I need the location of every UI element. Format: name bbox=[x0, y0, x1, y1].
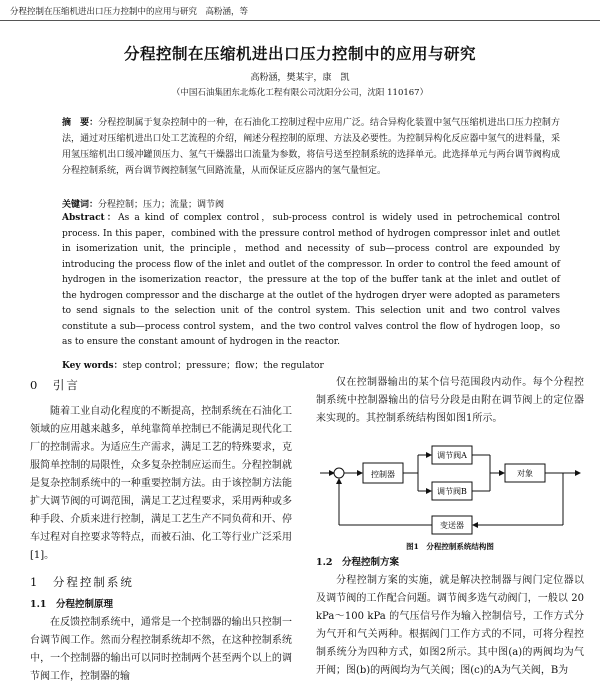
abstract-cn bbox=[62, 115, 560, 179]
abstract-cn-label: 摘 要： bbox=[62, 118, 99, 128]
valve-b-label: 调节阀B bbox=[437, 487, 467, 496]
right-column-bottom bbox=[316, 554, 584, 680]
keywords-en-label: Key words： bbox=[62, 361, 123, 371]
figure-1-caption: 图1 分程控制系统结构图 bbox=[406, 542, 494, 551]
keywords-cn-label: 关键词： bbox=[62, 200, 99, 210]
paper-title: 分程控制在压缩机进出口压力控制中的应用与研究 bbox=[123, 44, 476, 63]
keywords-en bbox=[62, 358, 560, 371]
left-column bbox=[30, 376, 292, 686]
abstract-cn-text: 分程控制属于复杂控制中的一种，在石油化工控制过程中应用广泛。结合异构化装置中氢气压缩机进出口压力控制方法，通过对压缩机进出口处工艺流程的介绍，阐述分程控制的原理、方法及必要性。为控制异构化反应器中氢气的进料量，采用氢压缩机出口缓冲罐顶压力、氢气干燥器出口流量为参数，将信号送至控制系统的选择单元。此选择单元与两台调节阀构成分程控制系统，两台调节阀控制氢气回路流量，从而保证反应器内的氢气量恒定。 bbox=[62, 118, 560, 176]
intro-paragraph: 随着工业自动化程度的不断提高，控制系统在石油化工领域的应用越来越多，单纯靠简单控制已不能满足现代化工厂的控制需求。为适应生产需求，满足工艺的特殊要求，克服简单控制的局限性，众多复杂控制应运而生。分程控制就是复杂控制系统中的一种重要控制方法。由于该控制方法能扩大调节阀的可调范围，满足工艺过程要求，采用两种或多种手段、介质来进行控制，满足工艺生产不同负荷和开、停车过程对自控要求等特点，而被石油、化工等行业广泛采用[1]。 bbox=[30, 406, 292, 561]
affiliation: （中国石油集团东北炼化工程有限公司沈阳分公司，沈阳 110167） bbox=[171, 88, 429, 98]
running-header bbox=[0, 0, 600, 21]
abstract-en bbox=[62, 211, 560, 351]
subsection-1-1-heading: 1.1 分程控制原理 bbox=[30, 599, 114, 610]
running-header-text: 分程控制在压缩机进出口压力控制中的应用与研究 高粉涵，等 bbox=[10, 7, 249, 17]
abstract-en-text: As a kind of complex control，sub-process control is widely used in petrochemical control process. In this paper，combined with the pressure control method of hydrogen compressor inlet and outlet in isomerization unit, the principle，method and necessity of sub—process control are expounded by introducing the process flow of the inlet and outlet of the compressor. In order to control the feed amount of hydrogen in the isomerization reactor，the pressure at the top of the buffer tank at the inlet and outlet of the hydrogen compressor and the discharge at the outlet of the hydrogen dryer were adopted as parameters to send signals to the selection unit of the control system. This selection unit and two control valves constitute a sub—process control system，and the two control valves control the flow of hydrogen loop，so as to ensure the constant amount of hydrogen in the reactor. bbox=[62, 213, 561, 347]
paragraph-1-2: 分程控制方案的实施，就是解决控制器与阀门定位器以及调节阀的工作配合问题。调节阀多选气动阀门，一般以 20 kPa～100 kPa 的气压信号作为输入控制信号，工作方式分为气开和气关两种。根据阀门工作方式的不同，可将分程控制系统分为四种方式，如图2所示。其中图(a)的两阀均为气开阀；图(b)的两阀均为气关阀；图(c)的A为气关阀，B为 bbox=[316, 575, 584, 676]
authors: 高粉涵，樊某宇，康 凯 bbox=[250, 73, 350, 83]
paragraph-right-top: 仅在控制器输出的某个信号范围段内动作。每个分程控制系统中控制器输出的信号分段是由附在调节阀上的定位器来实现的。其控制系统结构图如图1所示。 bbox=[316, 377, 584, 424]
subsection-1-2-heading: 1.2 分程控制方案 bbox=[316, 557, 400, 568]
transmitter-label: 变送器 bbox=[440, 521, 464, 530]
paragraph-1-1: 在反馈控制系统中，通常是一个控制器的输出只控制一台调节阀工作。然而分程控制系统却不然，在这种控制系统中，一个控制器的输出可以同时控制两个甚至两个以上的调节阀工作，控制器的输 bbox=[30, 617, 292, 682]
section-0-heading: 0 引言 bbox=[30, 378, 80, 392]
keywords-cn-text: 分程控制；压力；流量；调节阀 bbox=[98, 200, 225, 210]
keywords-en-text: step control；pressure；flow；the regulator bbox=[122, 361, 324, 371]
summing-junction bbox=[334, 468, 344, 478]
valve-a-label: 调节阀A bbox=[437, 451, 467, 460]
abstract-en-label: Abstract： bbox=[62, 213, 119, 223]
right-column-top bbox=[316, 374, 584, 428]
section-1-heading: 1 分程控制系统 bbox=[30, 575, 134, 589]
object-label: 对象 bbox=[517, 469, 533, 478]
figure-1 bbox=[318, 443, 584, 545]
keywords-cn bbox=[62, 197, 560, 210]
controller-label: 控制器 bbox=[371, 470, 395, 479]
